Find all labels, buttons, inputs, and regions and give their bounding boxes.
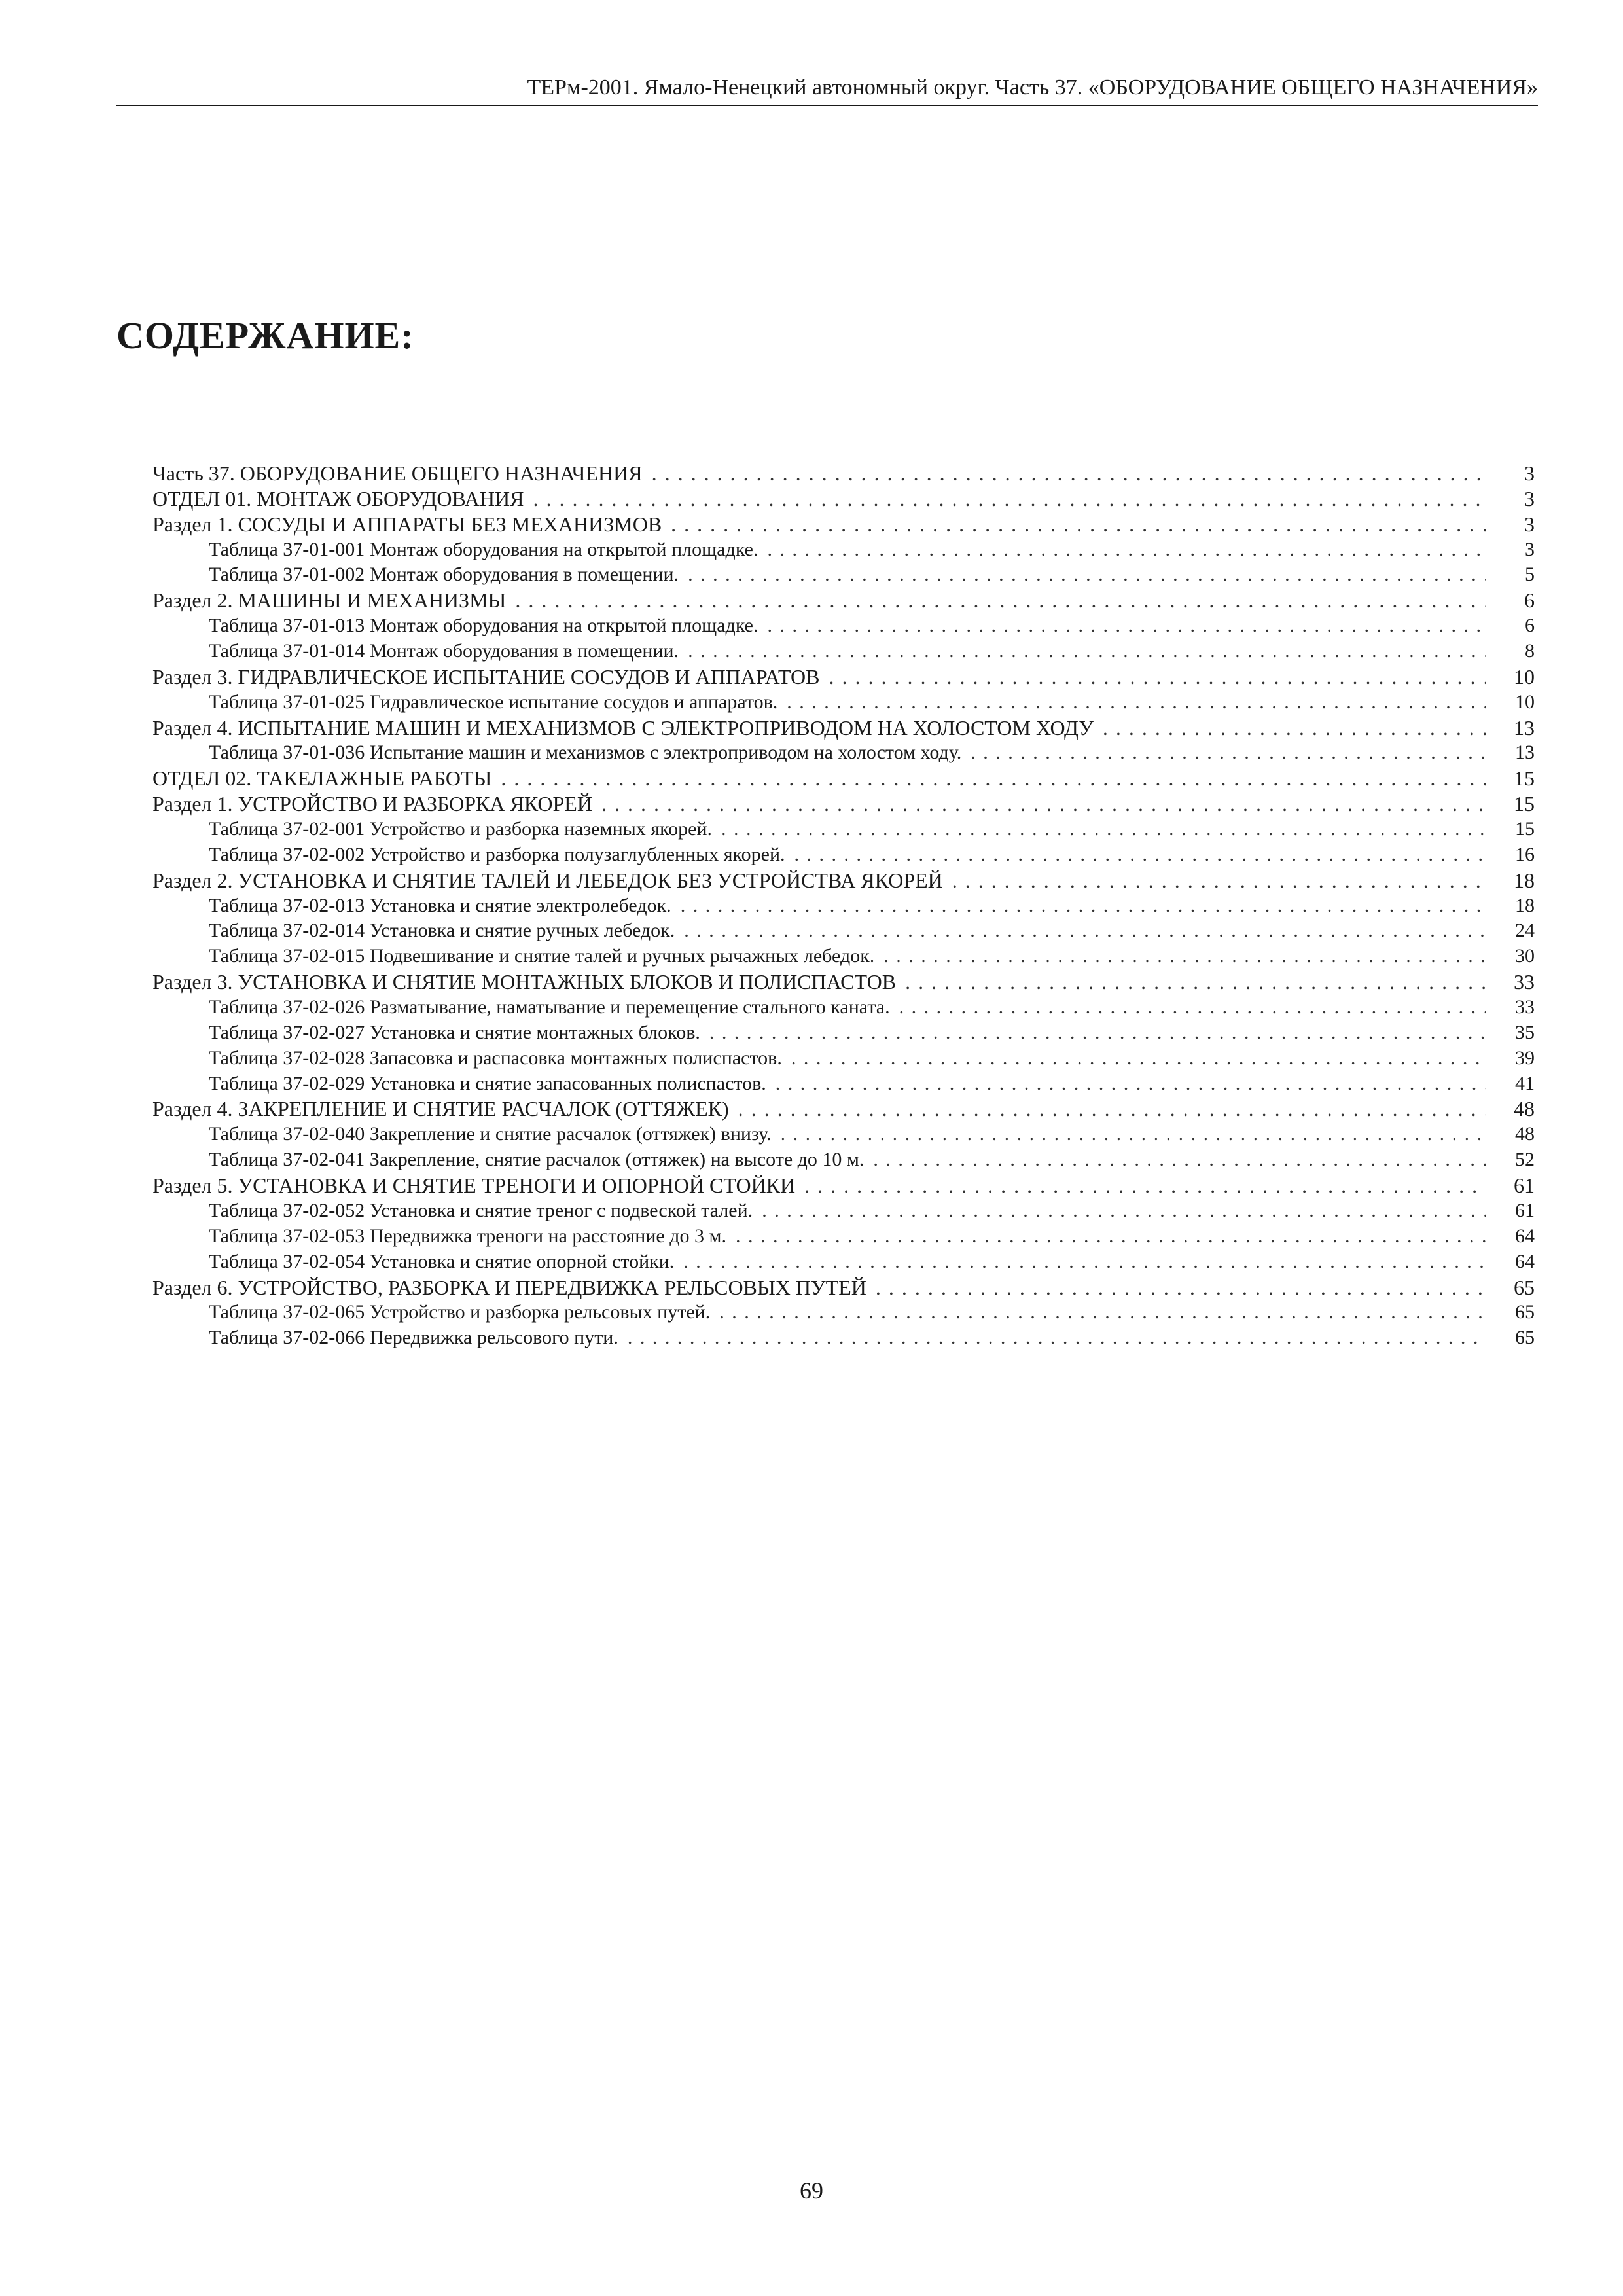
- toc-entry-page: 3: [1524, 512, 1535, 536]
- toc-table-entry[interactable]: [152, 740, 1535, 766]
- toc-section-entry[interactable]: [152, 486, 1535, 512]
- toc-entry-page: 52: [1515, 1149, 1535, 1171]
- toc-section-entry[interactable]: [152, 664, 1535, 690]
- toc-entry-text: Таблица 37-01-025 Гидравлическое испытание сосудов и аппаратов.: [209, 691, 778, 713]
- toc-table-entry[interactable]: [152, 537, 1535, 563]
- toc-entry-page: 65: [1515, 1301, 1535, 1323]
- toc-section-entry[interactable]: [152, 715, 1535, 741]
- toc-entry-text: Таблица 37-02-041 Закрепление, снятие расчалок (оттяжек) на высоте до 10 м.: [209, 1149, 865, 1171]
- toc-table-entry[interactable]: [152, 1071, 1535, 1097]
- dot-leader: [601, 791, 1486, 817]
- toc-entry-text: Таблица 37-02-052 Установка и снятие треног с подвеской талей.: [209, 1199, 753, 1221]
- toc-table-entry[interactable]: [152, 1300, 1535, 1325]
- toc-table-entry[interactable]: [152, 1198, 1535, 1224]
- toc-entry-page: 8: [1525, 640, 1535, 662]
- dot-leader: [709, 1020, 1486, 1046]
- toc-entry-page: 3: [1525, 538, 1535, 560]
- toc-entry-page: 10: [1514, 664, 1535, 689]
- toc-entry-page: 6: [1524, 588, 1535, 613]
- toc-table-entry[interactable]: [152, 1020, 1535, 1046]
- dot-leader: [688, 639, 1486, 664]
- toc-entry-page: 41: [1515, 1072, 1535, 1094]
- dot-leader: [501, 766, 1486, 791]
- dot-leader: [688, 562, 1486, 588]
- dot-leader: [515, 588, 1486, 613]
- toc-table-entry[interactable]: [152, 1147, 1535, 1173]
- toc-entry-text: Таблица 37-02-015 Подвешивание и снятие талей и ручных рычажных лебедок.: [209, 945, 875, 967]
- toc-entry-text: Таблица 37-02-028 Запасовка и распасовка монтажных полиспастов.: [209, 1047, 782, 1069]
- toc-table-entry[interactable]: [152, 918, 1535, 944]
- toc-entry-text: Раздел 4. ЗАКРЕПЛЕНИЕ И СНЯТИЕ РАСЧАЛОК (ОТТЯЖЕК): [152, 1097, 729, 1121]
- toc-entry-text: Раздел 2. МАШИНЫ И МЕХАНИЗМЫ: [152, 588, 507, 613]
- toc-table-entry[interactable]: [152, 613, 1535, 639]
- toc-entry-page: 18: [1515, 894, 1535, 916]
- toc-entry-text: Таблица 37-01-014 Монтаж оборудования в помещении.: [209, 640, 679, 662]
- dot-leader: [683, 1249, 1486, 1275]
- dot-leader: [883, 944, 1486, 969]
- dot-leader: [652, 461, 1486, 486]
- dot-leader: [971, 740, 1486, 766]
- toc-table-entry[interactable]: [152, 842, 1535, 868]
- dot-leader: [776, 1071, 1486, 1097]
- toc-entry-page: 65: [1515, 1327, 1535, 1349]
- toc-table-entry[interactable]: [152, 817, 1535, 842]
- dot-leader: [791, 1046, 1486, 1071]
- toc-entry-text: Таблица 37-02-014 Установка и снятие ручных лебедок.: [209, 920, 675, 942]
- toc-entry-page: 33: [1514, 970, 1535, 994]
- toc-table-entry[interactable]: [152, 690, 1535, 715]
- toc-section-entry[interactable]: [152, 969, 1535, 995]
- toc-section-entry[interactable]: [152, 791, 1535, 817]
- toc-entry-page: 18: [1514, 868, 1535, 892]
- dot-leader: [829, 664, 1486, 690]
- toc-table-entry[interactable]: [152, 944, 1535, 969]
- toc-table-entry[interactable]: [152, 1122, 1535, 1147]
- toc-entry-page: 10: [1515, 691, 1535, 713]
- toc-entry-text: Таблица 37-02-054 Установка и снятие опорной стойки.: [209, 1250, 675, 1272]
- toc-entry-text: Раздел 2. УСТАНОВКА И СНЯТИЕ ТАЛЕЙ И ЛЕБЕДОК БЕЗ УСТРОЙСТВА ЯКОРЕЙ: [152, 868, 943, 892]
- toc-entry-page: 30: [1515, 945, 1535, 967]
- toc-entry-page: 61: [1515, 1199, 1535, 1221]
- toc-table-entry[interactable]: [152, 1249, 1535, 1275]
- toc-entry-page: 15: [1514, 792, 1535, 816]
- toc-entry-page: 24: [1515, 920, 1535, 942]
- toc-table-entry[interactable]: [152, 1325, 1535, 1351]
- toc-entry-text: Таблица 37-02-027 Установка и снятие монтажных блоков.: [209, 1021, 700, 1043]
- dot-leader: [952, 868, 1486, 893]
- toc-entry-text: Раздел 3. ГИДРАВЛИЧЕСКОЕ ИСПЫТАНИЕ СОСУДОВ И АППАРАТОВ: [152, 664, 820, 689]
- toc-entry-page: 13: [1514, 715, 1535, 740]
- table-of-contents: [152, 461, 1535, 1351]
- dot-leader: [681, 893, 1486, 919]
- dot-leader: [762, 1198, 1486, 1224]
- toc-entry-text: Таблица 37-02-001 Устройство и разборка наземных якорей.: [209, 818, 713, 840]
- dot-leader: [804, 1173, 1486, 1198]
- toc-entry-text: Таблица 37-02-026 Разматывание, наматывание и перемещение стального каната.: [209, 996, 890, 1018]
- toc-table-entry[interactable]: [152, 639, 1535, 664]
- toc-entry-page: 15: [1514, 766, 1535, 791]
- toc-table-entry[interactable]: [152, 1224, 1535, 1249]
- toc-section-entry[interactable]: [152, 868, 1535, 893]
- toc-entry-text: Таблица 37-01-001 Монтаж оборудования на открытой площадке.: [209, 538, 758, 560]
- dot-leader: [533, 486, 1486, 512]
- toc-table-entry[interactable]: [152, 1046, 1535, 1071]
- toc-entry-page: 3: [1524, 461, 1535, 485]
- toc-entry-text: Таблица 37-02-002 Устройство и разборка полузаглубленных якорей.: [209, 843, 785, 865]
- dot-leader: [876, 1275, 1486, 1300]
- toc-section-entry[interactable]: [152, 1096, 1535, 1122]
- dot-leader: [736, 1224, 1486, 1249]
- dot-leader: [905, 969, 1486, 995]
- dot-leader: [684, 918, 1486, 944]
- toc-entry-text: Таблица 37-02-013 Установка и снятие электролебедок.: [209, 894, 671, 916]
- header-divider: [116, 105, 1538, 106]
- toc-section-entry[interactable]: [152, 588, 1535, 613]
- dot-leader: [794, 842, 1486, 868]
- toc-entry-page: 35: [1515, 1021, 1535, 1043]
- dot-leader: [781, 1122, 1486, 1147]
- toc-section-entry[interactable]: [152, 766, 1535, 791]
- dot-leader: [721, 817, 1486, 842]
- toc-entry-text: Таблица 37-02-065 Устройство и разборка рельсовых путей.: [209, 1301, 711, 1323]
- toc-entry-page: 39: [1515, 1047, 1535, 1069]
- toc-entry-text: Таблица 37-02-029 Установка и снятие запасованных полиспастов.: [209, 1072, 766, 1094]
- toc-entry-page: 6: [1525, 615, 1535, 637]
- dot-leader: [628, 1325, 1486, 1351]
- page-number: 69: [800, 2178, 823, 2204]
- toc-entry-page: 5: [1525, 564, 1535, 586]
- dot-leader: [899, 995, 1486, 1020]
- toc-section-entry[interactable]: [152, 1173, 1535, 1198]
- toc-entry-page: 65: [1514, 1275, 1535, 1299]
- toc-entry-page: 61: [1514, 1174, 1535, 1198]
- toc-entry-page: 15: [1515, 818, 1535, 840]
- toc-entry-text: Раздел 1. СОСУДЫ И АППАРАТЫ БЕЗ МЕХАНИЗМОВ: [152, 512, 662, 536]
- dot-leader: [767, 537, 1486, 563]
- toc-entry-text: Таблица 37-02-040 Закрепление и снятие расчалок (оттяжек) внизу.: [209, 1123, 772, 1145]
- dot-leader: [719, 1300, 1486, 1325]
- toc-entry-text: Раздел 3. УСТАНОВКА И СНЯТИЕ МОНТАЖНЫХ БЛОКОВ И ПОЛИСПАСТОВ: [152, 970, 897, 994]
- toc-entry-page: 33: [1515, 996, 1535, 1018]
- toc-entry-text: ОТДЕЛ 01. МОНТАЖ ОБОРУДОВАНИЯ: [152, 486, 524, 511]
- toc-entry-text: Раздел 5. УСТАНОВКА И СНЯТИЕ ТРЕНОГИ И ОПОРНОЙ СТОЙКИ: [152, 1174, 796, 1198]
- toc-entry-page: 48: [1514, 1097, 1535, 1121]
- toc-section-entry[interactable]: [152, 512, 1535, 537]
- dot-leader: [1103, 715, 1486, 741]
- page-title: СОДЕРЖАНИЕ:: [116, 314, 414, 357]
- dot-leader: [873, 1147, 1486, 1173]
- toc-entry-text: Раздел 4. ИСПЫТАНИЕ МАШИН И МЕХАНИЗМОВ С ЭЛЕКТРОПРИВОДОМ НА ХОЛОСТОМ ХОДУ: [152, 715, 1094, 740]
- dot-leader: [767, 613, 1486, 639]
- toc-entry-text: Таблица 37-01-002 Монтаж оборудования в помещении.: [209, 564, 679, 586]
- toc-entry-text: Часть 37. ОБОРУДОВАНИЕ ОБЩЕГО НАЗНАЧЕНИЯ: [152, 461, 643, 485]
- toc-entry-text: Раздел 6. УСТРОЙСТВО, РАЗБОРКА И ПЕРЕДВИЖКА РЕЛЬСОВЫХ ПУТЕЙ: [152, 1275, 866, 1299]
- toc-table-entry[interactable]: [152, 995, 1535, 1020]
- toc-entry-text: Таблица 37-02-066 Передвижка рельсового пути.: [209, 1327, 618, 1349]
- toc-entry-page: 64: [1515, 1225, 1535, 1247]
- dot-leader: [671, 512, 1486, 537]
- toc-entry-text: Таблица 37-01-036 Испытание машин и механизмов с электроприводом на холостом ходу.: [209, 742, 962, 764]
- dot-leader: [787, 690, 1486, 715]
- toc-entry-text: ОТДЕЛ 02. ТАКЕЛАЖНЫЕ РАБОТЫ: [152, 766, 492, 791]
- toc-entry-page: 64: [1515, 1250, 1535, 1272]
- toc-entry-page: 3: [1524, 486, 1535, 511]
- toc-entry-text: Раздел 1. УСТРОЙСТВО И РАЗБОРКА ЯКОРЕЙ: [152, 792, 592, 816]
- toc-entry-page: 16: [1515, 843, 1535, 865]
- toc-section-entry[interactable]: [152, 1275, 1535, 1300]
- toc-section-entry[interactable]: [152, 461, 1535, 486]
- running-header: ТЕРм-2001. Ямало-Ненецкий автономный округ. Часть 37. «ОБОРУДОВАНИЕ ОБЩЕГО НАЗНАЧЕНИЯ»: [527, 75, 1538, 99]
- toc-table-entry[interactable]: [152, 562, 1535, 588]
- toc-entry-text: Таблица 37-01-013 Монтаж оборудования на открытой площадке.: [209, 615, 758, 637]
- toc-entry-page: 13: [1515, 742, 1535, 764]
- dot-leader: [738, 1096, 1486, 1122]
- toc-table-entry[interactable]: [152, 893, 1535, 919]
- toc-entry-page: 48: [1515, 1123, 1535, 1145]
- toc-entry-text: Таблица 37-02-053 Передвижка треноги на расстояние до 3 м.: [209, 1225, 726, 1247]
